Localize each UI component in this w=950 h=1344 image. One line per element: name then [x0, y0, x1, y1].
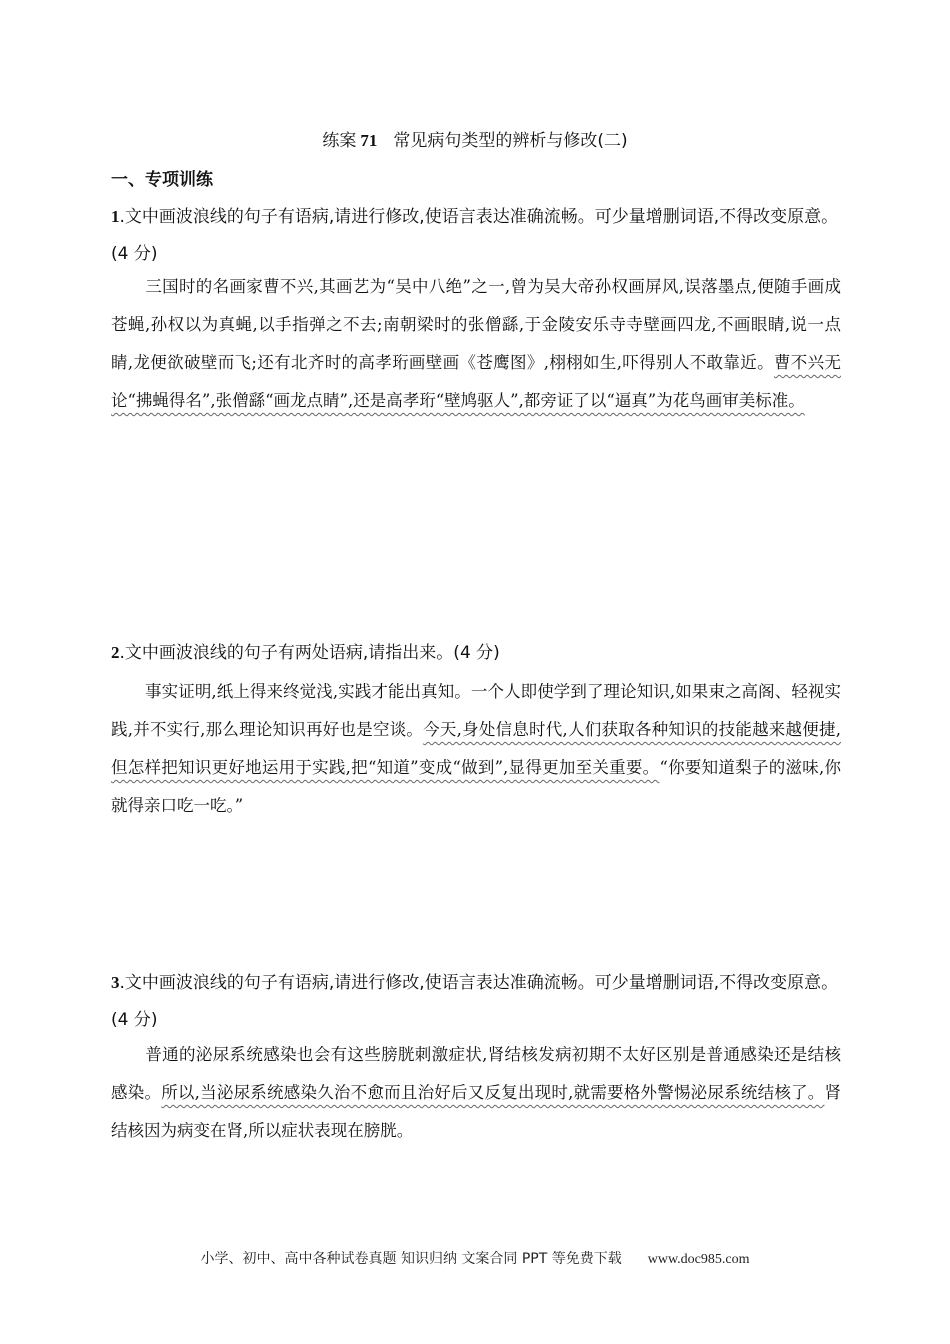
question-text: .文中画波浪线的句子有语病,请进行修改,使语言表达准确流畅。可少量增删词语,不得改变原意。(4 分): [111, 973, 839, 1030]
question-text: .文中画波浪线的句子有语病,请进行修改,使语言表达准确流畅。可少量增删词语,不得改变原意。(4 分): [111, 207, 839, 264]
page-title: [0, 126, 950, 151]
question-2-passage: [111, 673, 841, 825]
wavy-underlined-sentence: 所以,当泌尿系统感染久治不愈而且治好后又反复出现时,就需要格外警惕泌尿系统结核了。: [161, 1083, 825, 1102]
question-1-passage: [111, 268, 841, 420]
title-prefix: 练案: [322, 131, 357, 151]
passage-text: 事实证明,纸上得来终觉浅,实践才能出真知。一个人即使学到了理论知识,如果束之高阁、轻视实践,并不实行,那么理论知识再好也是空谈。: [111, 682, 841, 739]
footer-text: 小学、初中、高中各种试卷真题 知识归纳 文案合同 PPT 等免费下载: [200, 1251, 622, 1267]
passage-text-after: 肾结核因为病变在肾,所以症状表现在膀胱。: [111, 1083, 841, 1140]
question-text: .文中画波浪线的句子有两处语病,请指出来。(4 分): [119, 643, 500, 663]
title-text: 常见病句类型的辨析与修改(二): [393, 131, 628, 151]
question-number: 2: [111, 643, 120, 662]
passage-text: 普通的泌尿系统感染也会有这些膀胱刺激症状,肾结核发病初期不太好区别是普通感染还是结核感染。: [111, 1045, 841, 1102]
question-number: 3: [111, 973, 120, 992]
wavy-underlined-sentence: 曹不兴无论“拂蝇得名”,张僧繇“画龙点睛”,还是高孝珩“壁鸠驱人”,都旁证了以“逼真”为花鸟画审美标准。: [111, 353, 842, 410]
wavy-underlined-sentence: 今天,身处信息时代,人们获取各种知识的技能越来越便捷,但怎样把知识更好地运用于实践,把“知道”变成“做到”,显得更加至关重要。: [111, 720, 841, 777]
page-footer: [0, 1248, 950, 1268]
question-3-passage: [111, 1036, 841, 1150]
section-heading: 一、专项训练: [111, 170, 213, 190]
passage-text: 三国时的名画家曹不兴,其画艺为“吴中八绝”之一,曾为吴大帝孙权画屏风,误落墨点,便随手画成苍蝇,孙权以为真蝇,以手指弹之不去;南朝梁时的张僧繇,于金陵安乐寺寺壁画四龙,不画眼睛,说一点睛,龙便欲破壁而飞;还有北齐时的高孝珩画壁画《苍鹰图》,栩栩如生,吓得别人不敢靠近。: [111, 277, 841, 372]
question-1-prompt: [111, 198, 841, 273]
question-2-prompt: [111, 634, 841, 672]
title-number: 71: [360, 131, 378, 150]
question-3-prompt: [111, 964, 841, 1039]
question-number: 1: [111, 207, 120, 226]
footer-url: www.doc985.com: [647, 1252, 750, 1267]
passage-text-after: “你要知道梨子的滋味,你就得亲口吃一吃。”: [111, 758, 841, 815]
